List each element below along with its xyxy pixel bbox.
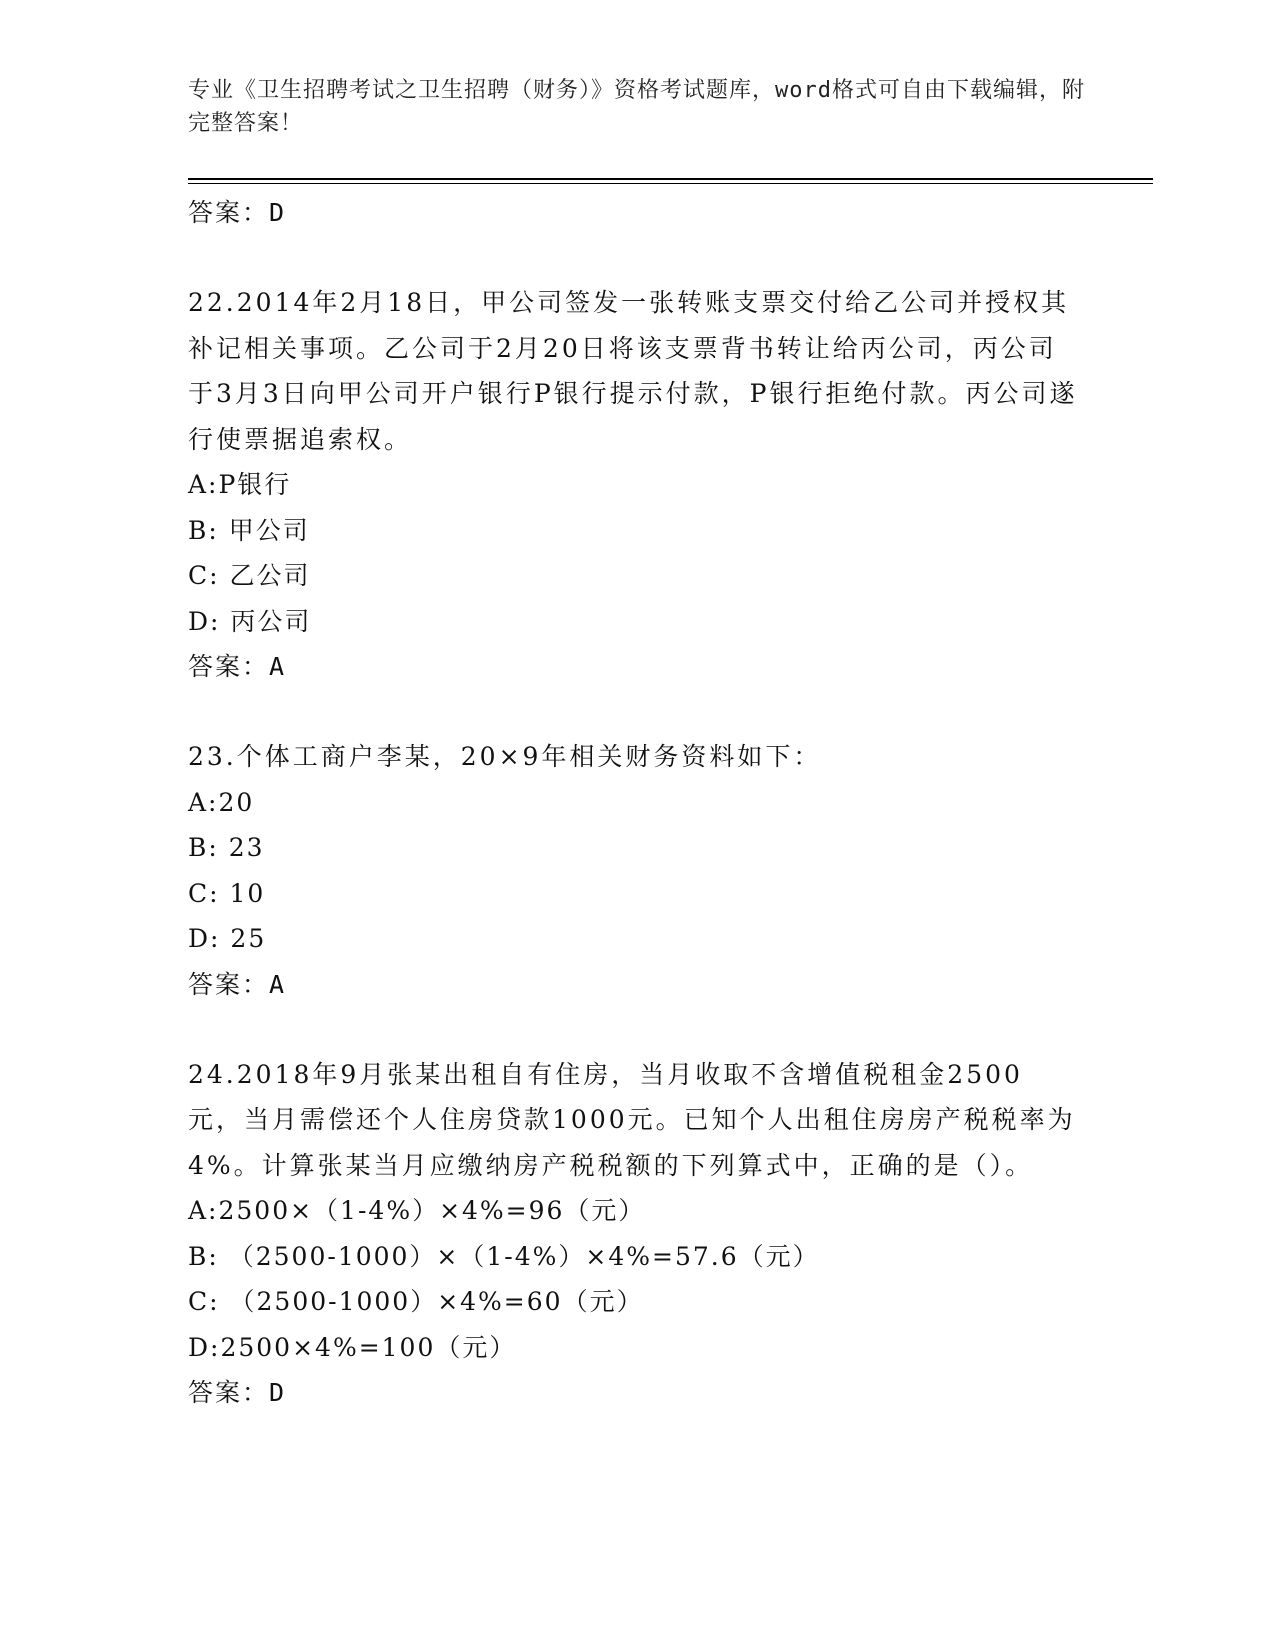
option-text: 10	[219, 878, 266, 908]
answer-label: 答案：	[188, 1378, 270, 1407]
header-divider-thin	[188, 183, 1153, 184]
header-divider-thick	[188, 178, 1153, 180]
option-text: （2500-1000）×4%=60（元）	[219, 1287, 644, 1316]
option-text: 甲公司	[218, 515, 310, 545]
option-a	[188, 462, 1078, 508]
option-text: 乙公司	[219, 561, 311, 590]
option-c	[188, 553, 1078, 599]
option-b	[188, 825, 1078, 871]
option-key: D:	[188, 606, 221, 636]
question-stem: 22.2014年2月18日，甲公司签发一张转账支票交付给乙公司并授权其补记相关事项。乙公司于2月20日将该支票背书转让给丙公司，丙公司于3月3日向甲公司开户银行P银行提示付款，P银行拒绝付款。丙公司遂行使票据追索权。	[188, 288, 1078, 454]
answer-label: 答案：	[188, 198, 270, 227]
option-key: D:	[188, 924, 221, 953]
answer-label: 答案：	[188, 969, 270, 999]
answer-value: D	[269, 198, 287, 227]
option-text: 2500×4%=100（元）	[220, 1332, 517, 1362]
option-key: C:	[188, 1287, 220, 1316]
option-key: A:	[188, 1196, 219, 1225]
option-d	[188, 1325, 1078, 1371]
answer-value: D	[269, 1378, 287, 1407]
option-c	[188, 871, 1078, 917]
option-key: A:	[188, 470, 219, 499]
answer-line	[188, 1370, 1078, 1416]
option-text: （2500-1000）×（1-4%）×4%=57.6（元）	[218, 1241, 820, 1271]
answer-label: 答案：	[188, 652, 270, 681]
option-text: 25	[220, 924, 267, 953]
answer-value: A	[269, 969, 287, 999]
option-text: P银行	[218, 470, 292, 499]
question-stem: 23.个体工商户李某，20×9年相关财务资料如下：	[188, 742, 822, 771]
option-text: 20	[218, 787, 255, 817]
option-key: C:	[188, 561, 220, 590]
option-key: B:	[188, 833, 219, 862]
spacer	[188, 690, 1078, 734]
question-block	[188, 734, 1078, 1008]
option-d	[188, 599, 1078, 645]
question-block	[188, 1052, 1078, 1417]
option-b	[188, 1234, 1078, 1280]
question-list	[188, 190, 1078, 1416]
answer-line	[188, 190, 1078, 236]
answer-line	[188, 644, 1078, 690]
option-text: 丙公司	[220, 606, 312, 636]
option-c	[188, 1279, 1078, 1325]
option-b	[188, 508, 1078, 554]
option-a	[188, 780, 1078, 826]
question-stem: 24.2018年9月张某出租自有住房，当月收取不含增值税租金2500元，当月需偿还个人住房贷款1000元。已知个人出租住房房产税税率为4%。计算张某当月应缴纳房产税税额的下列算式中，正确的是（）。	[188, 1059, 1076, 1180]
option-a	[188, 1188, 1078, 1234]
answer-line	[188, 962, 1078, 1008]
option-key: D:	[188, 1332, 221, 1362]
question-block	[188, 280, 1078, 690]
option-text: 2500×（1-4%）×4%=96（元）	[218, 1196, 646, 1225]
document-header: 专业《卫生招聘考试之卫生招聘（财务）》资格考试题库，word格式可自由下载编辑，附完整答案！	[188, 78, 1085, 136]
option-d	[188, 916, 1078, 962]
option-key: B:	[188, 1241, 219, 1271]
answer-value: A	[269, 652, 287, 681]
option-key: A:	[188, 787, 219, 817]
option-key: B:	[188, 515, 219, 545]
spacer	[188, 236, 1078, 280]
spacer	[188, 1008, 1078, 1052]
option-key: C:	[188, 878, 220, 908]
option-text: 23	[218, 833, 265, 862]
